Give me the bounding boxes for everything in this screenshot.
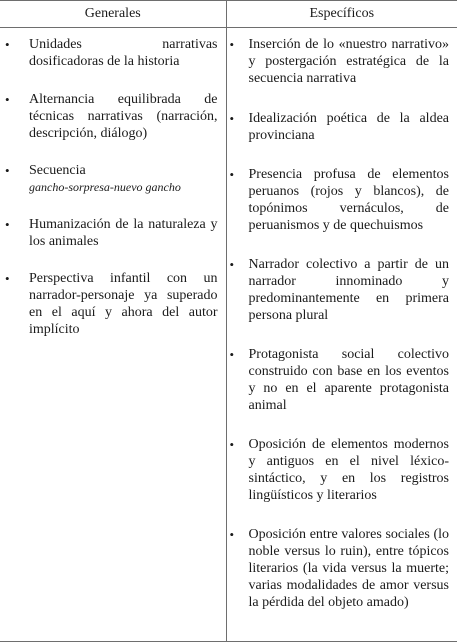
item-text: Humanización de la naturaleza y los animales xyxy=(29,217,218,249)
item-italic-text: gancho-sorpresa-nuevo gancho xyxy=(29,180,181,194)
bullet-icon: • xyxy=(5,37,10,52)
list-item xyxy=(227,256,457,324)
list-item xyxy=(0,162,226,196)
item-text: Unidades narrativas dosificadoras de la historia xyxy=(29,37,218,69)
bullet-icon: • xyxy=(229,167,235,182)
item-text: Secuencia xyxy=(29,163,86,178)
bullet-icon: • xyxy=(229,527,235,542)
bullet-icon: • xyxy=(5,217,10,232)
specific-list xyxy=(227,36,457,611)
list-item xyxy=(0,36,226,70)
bullet-icon: • xyxy=(229,111,235,126)
item-text: Protagonista social colectivo construido con base en los eventos y no en el aparente protagonista animal xyxy=(248,347,449,413)
item-text: Oposición entre valores sociales (lo noble versus lo ruin), entre tópicos literarios (la vida versus la muerte; varias modalidades de amor versus la pérdida del objeto amado) xyxy=(248,527,449,610)
bullet-icon: • xyxy=(229,347,235,362)
body-row xyxy=(0,28,457,642)
item-text: Idealización poética de la aldea provinciana xyxy=(248,111,449,143)
header-specific: Específicos xyxy=(226,1,457,28)
list-item xyxy=(227,110,457,144)
bullet-icon: • xyxy=(5,271,10,286)
general-list xyxy=(0,36,226,338)
header-general: Generales xyxy=(0,1,226,28)
list-item xyxy=(0,216,226,250)
bullet-icon: • xyxy=(5,92,10,107)
list-item xyxy=(227,166,457,234)
bullet-icon: • xyxy=(5,163,10,178)
item-text: Narrador colectivo a partir de un narrador innominado y predominantemente en primera persona plural xyxy=(248,257,449,323)
header-row xyxy=(0,1,457,28)
list-item xyxy=(0,270,226,338)
list-item xyxy=(227,36,457,87)
list-item xyxy=(0,91,226,142)
bullet-icon: • xyxy=(229,437,235,452)
item-text: Perspectiva infantil con un narrador-personaje ya superado en el aquí y ahora del autor implícito xyxy=(29,271,218,337)
item-text: Inserción de lo «nuestro narrativo» y postergación estratégica de la secuencia narrativa xyxy=(248,37,449,86)
item-text: Alternancia equilibrada de técnicas narrativas (narración, descripción, diálogo) xyxy=(29,92,218,141)
list-item xyxy=(227,346,457,414)
item-text: Presencia profusa de elementos peruanos (rojos y blancos), de topónimos vernáculos, de peruanismos y de quechuismos xyxy=(248,167,449,233)
general-column xyxy=(0,28,226,642)
bullet-icon: • xyxy=(229,257,235,272)
list-item xyxy=(227,526,457,611)
specific-column xyxy=(226,28,457,642)
bullet-icon: • xyxy=(229,37,235,52)
list-item xyxy=(227,436,457,504)
item-text: Oposición de elementos modernos y antiguos en el nivel léxico-sintáctico, y en los registros lingüísticos y literarios xyxy=(248,437,449,503)
